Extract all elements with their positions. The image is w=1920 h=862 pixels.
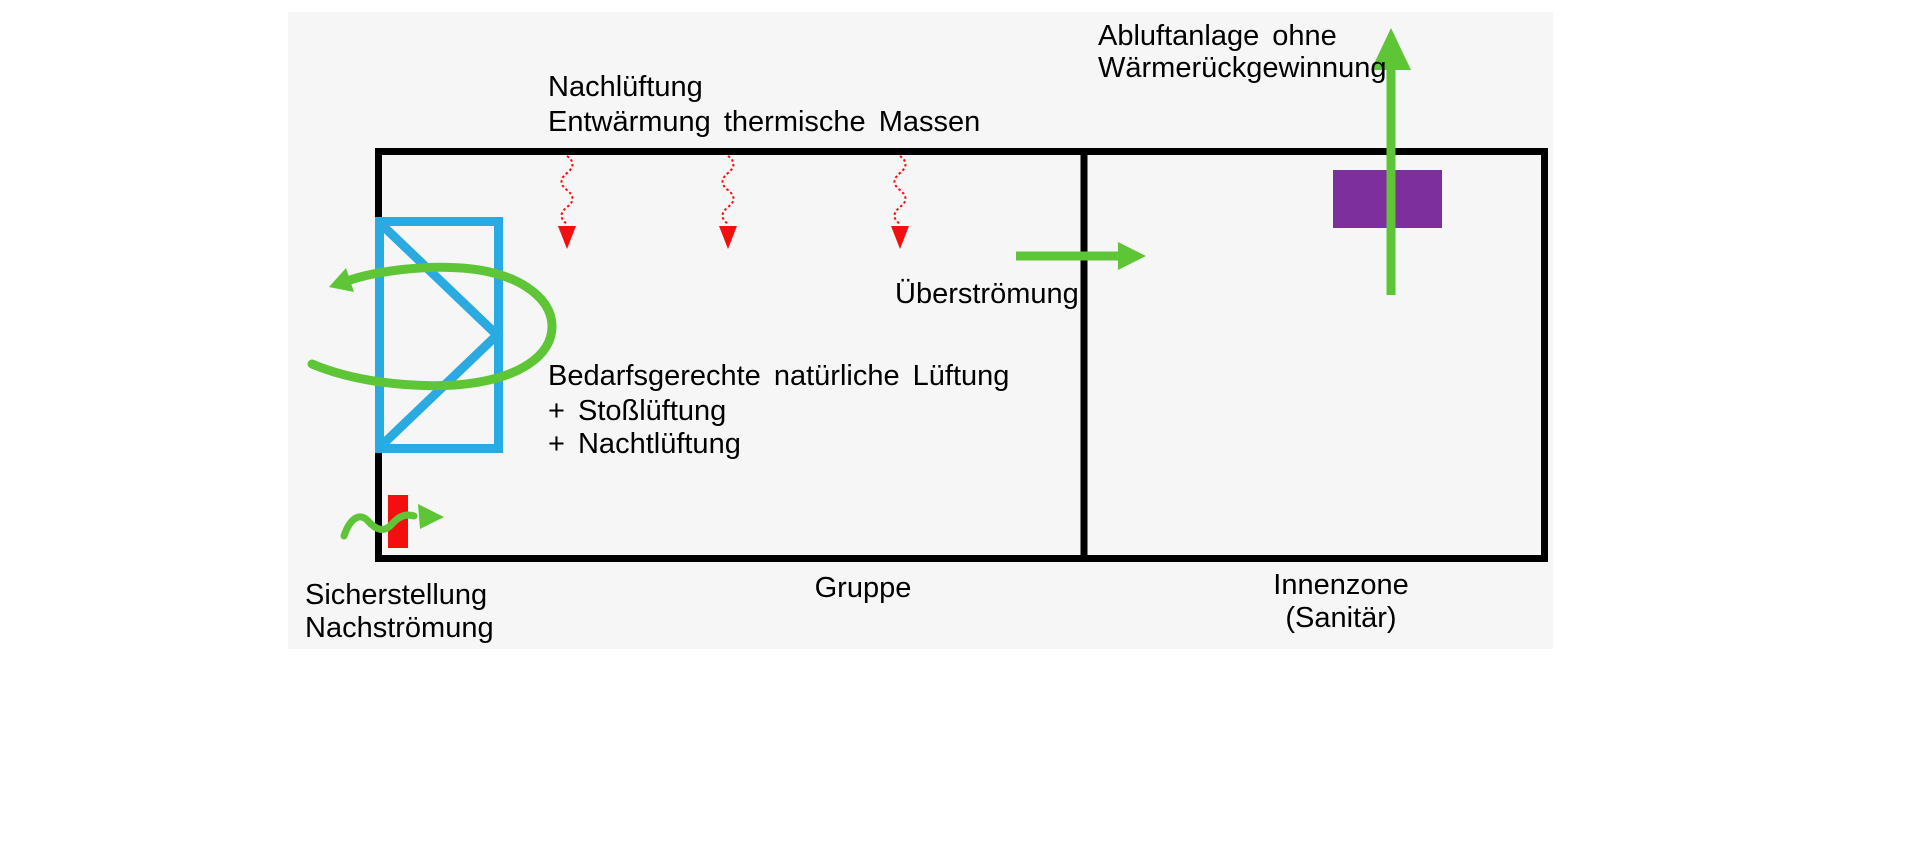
zone-label-sanitaer: (Sanitär) [1285, 602, 1397, 634]
exhaust-system-label-line2: Wärmerückgewinnung [1098, 52, 1387, 84]
zone-label-innenzone: Innenzone [1273, 569, 1409, 601]
natural-ventilation-label-line1: Bedarfsgerechte natürliche Lüftung [548, 360, 1010, 392]
natural-ventilation-label-line2: + Stoßlüftung [548, 395, 727, 427]
makeup-air-label-line1: Sicherstellung [305, 579, 488, 611]
night-ventilation-label-line1: Nachlüftung [548, 71, 703, 103]
overflow-label: Überströmung [895, 278, 1079, 310]
night-ventilation-label-line2: Entwärmung thermische Massen [548, 106, 981, 138]
makeup-air-label-line2: Nachströmung [305, 612, 494, 644]
natural-ventilation-label-line3: + Nachtlüftung [548, 428, 741, 460]
exhaust-system-label-line1: Abluftanlage ohne [1098, 20, 1337, 52]
zone-label-gruppe: Gruppe [814, 572, 912, 604]
